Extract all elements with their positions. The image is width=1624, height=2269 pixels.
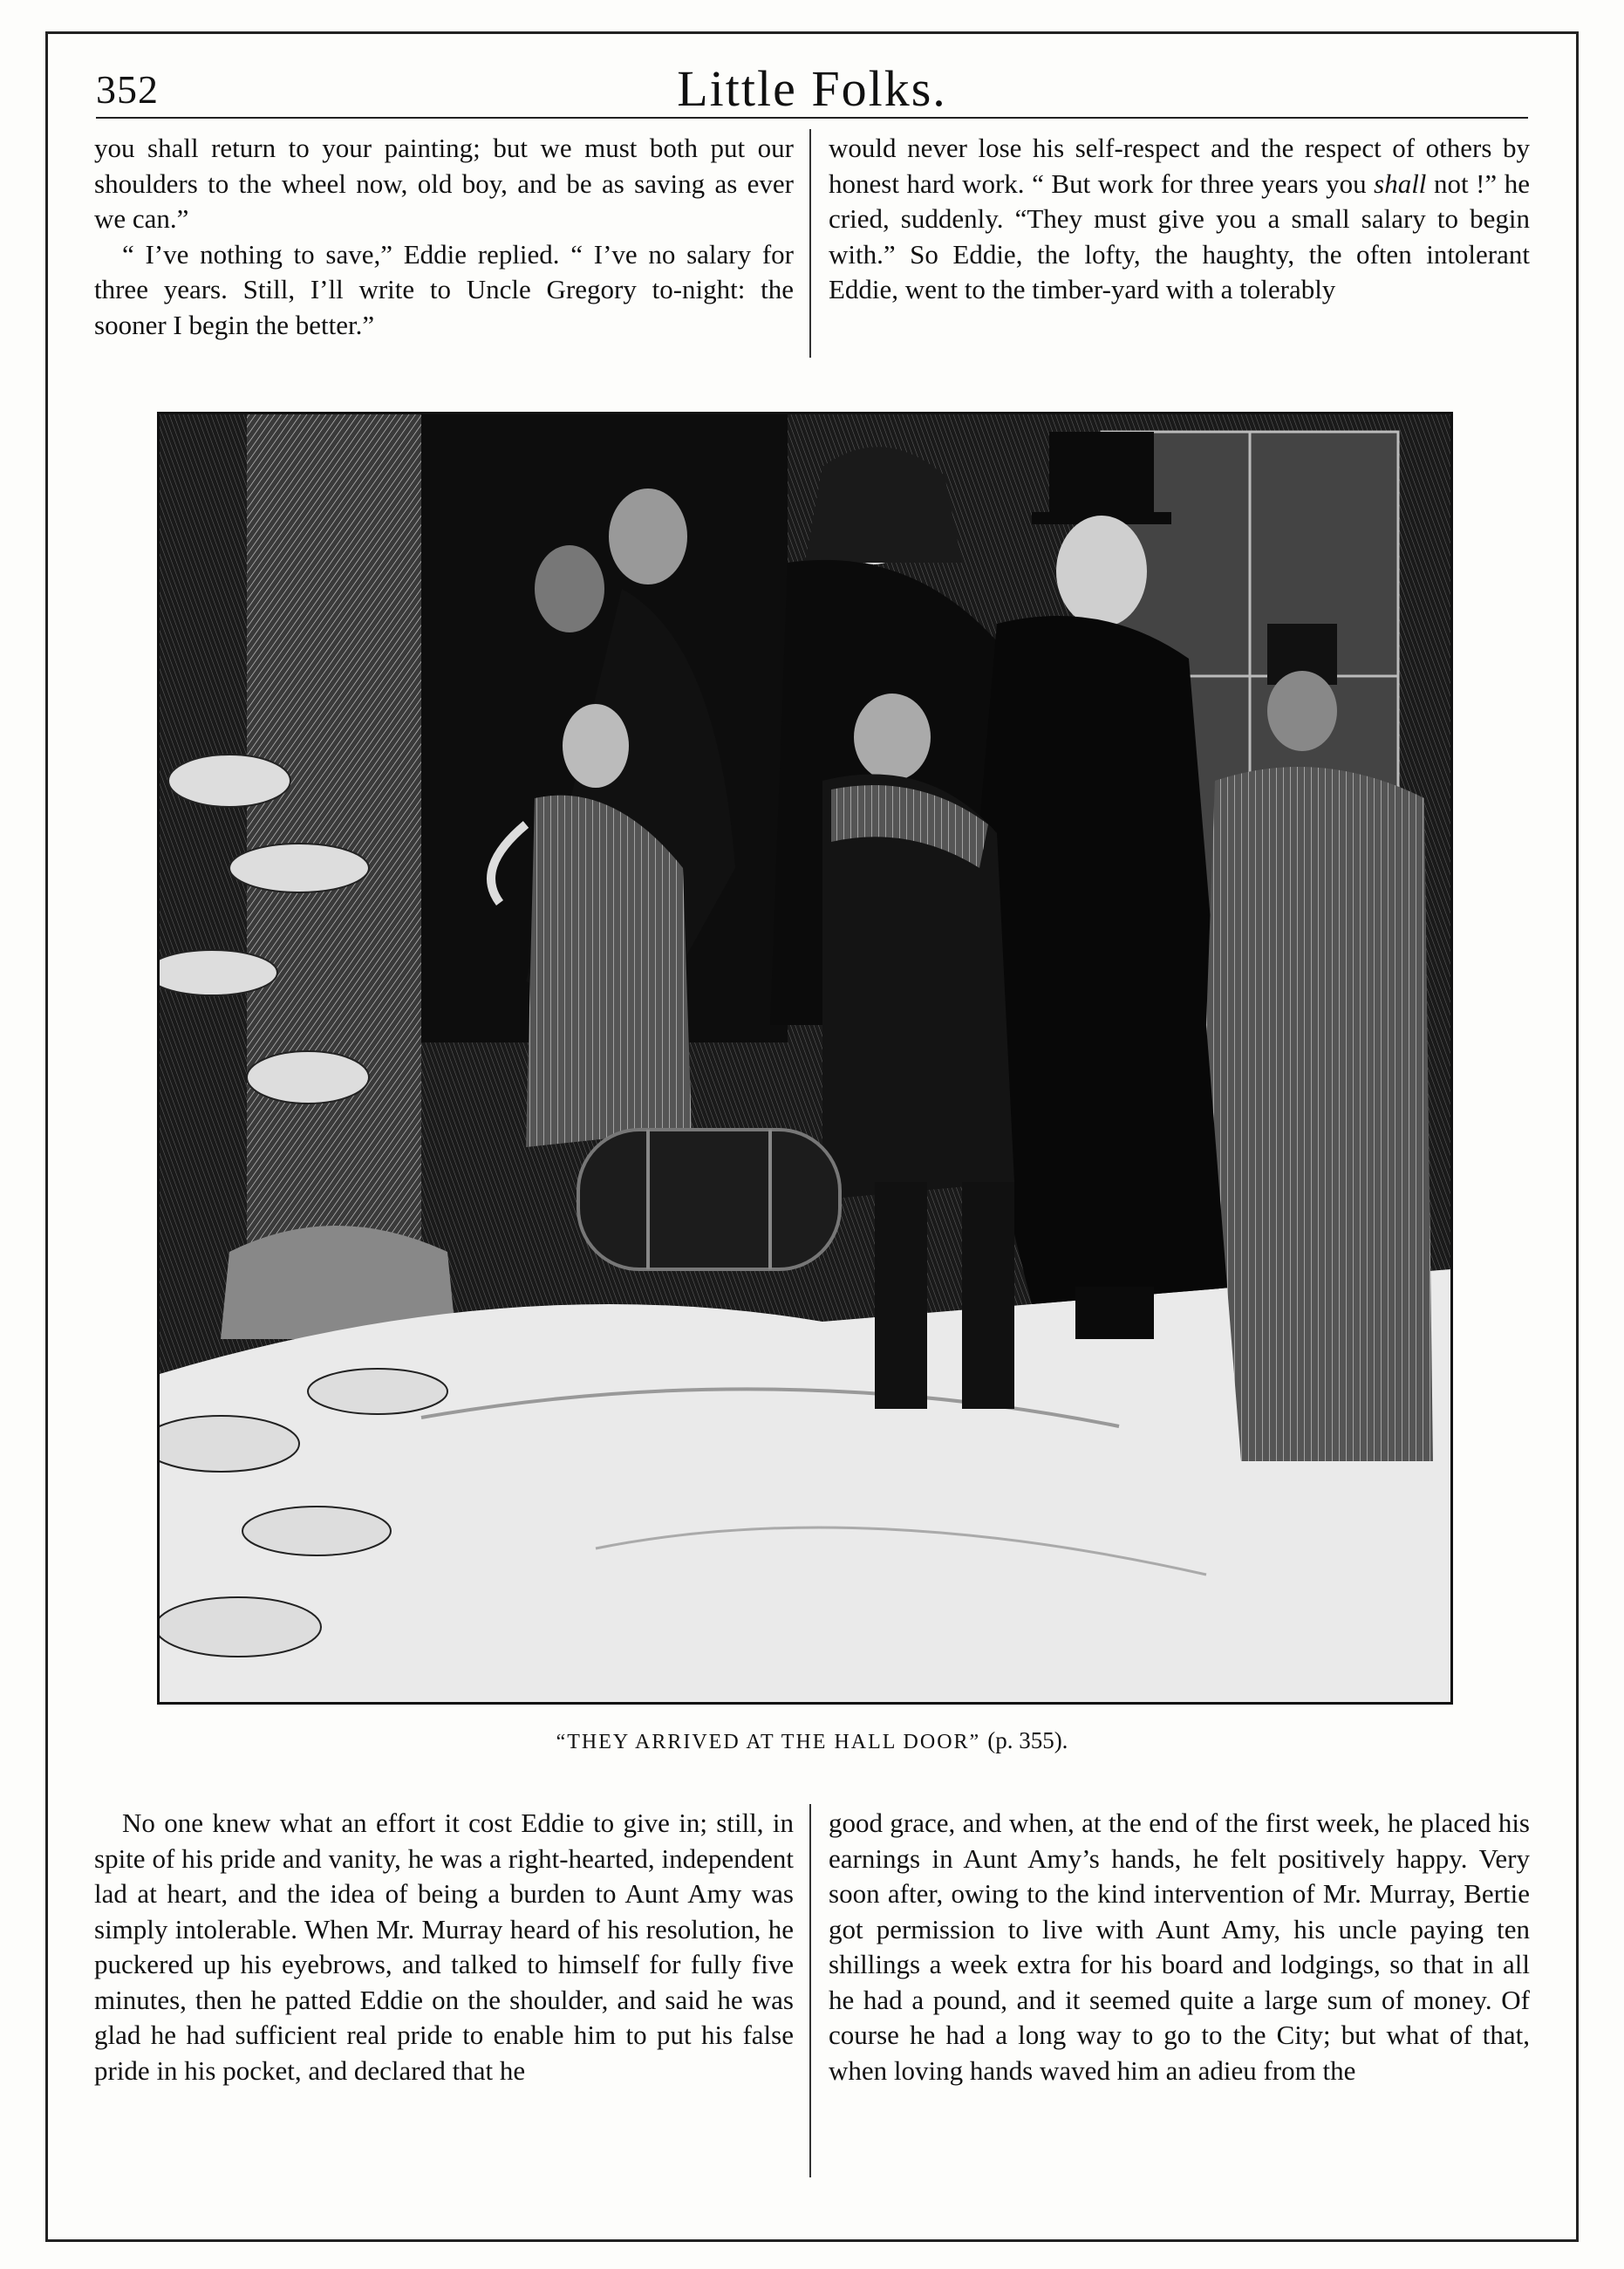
paragraph: “ I’ve nothing to save,” Eddie replied. “ I’ve no salary for three years. Still, I’ll write to Uncle Gregory to-night: the sooner I begin the better.” xyxy=(94,238,794,340)
engraving-illustration xyxy=(157,412,1453,1705)
running-title: Little Folks. xyxy=(677,60,947,117)
illustration-caption xyxy=(0,1727,1624,1754)
paragraph: No one knew what an effort it cost Eddie to give in; still, in spite of his pride and vanity, he was a right-hearted, independent lad at heart, and the idea of being a burden to Aunt Amy was simply intolerable. When Mr. Murray heard of his resolution, he puckered up his eyebrows, and talked to himself for fully five minutes, then he patted Eddie on the shoulder, and said he was glad he had sufficient real pride to enable him to put his false pride in his pocket, and declared that he xyxy=(94,1808,794,2086)
header-rule xyxy=(96,117,1528,119)
bottom-right-column xyxy=(829,1806,1530,2088)
column-divider xyxy=(809,1804,811,2177)
top-right-column xyxy=(829,131,1530,308)
engraving-drawing xyxy=(160,414,1450,1702)
page-header xyxy=(96,59,1528,120)
column-divider xyxy=(809,129,811,358)
text-run: would never lose his self-respect and the respect of others by honest hard work. “ But work for three years you xyxy=(829,133,1530,199)
paragraph xyxy=(829,131,1530,308)
caption-page-reference: (p. 355). xyxy=(987,1727,1068,1753)
top-left-column xyxy=(94,131,794,343)
paragraph: you shall return to your painting; but we must both put our shoulders to the wheel now, old boy, and be as saving as ever we can.” xyxy=(94,133,794,234)
emphasis-text: shall xyxy=(1374,167,1427,199)
caption-text: “THEY ARRIVED AT THE HALL DOOR” xyxy=(556,1731,981,1753)
text-run: not !” he cried, suddenly. “They must give you a small salary to begin with.” So Eddie, the lofty, the haughty, the often intolerant Eddie, went to the timber-yard with a tolerably xyxy=(829,167,1530,304)
page-number: 352 xyxy=(96,67,159,112)
paragraph: good grace, and when, at the end of the first week, he placed his earnings in Aunt Amy’s hands, he felt positively happy. Very soon after, owing to the kind intervention of Mr. Murray, Bertie got permission to live with Aunt Amy, his uncle paying ten shillings a week extra for his board and lodgings, so that in all he had a pound, and it seemed quite a large sum of money. Of course he had a long way to go to the City; but what of that, when loving hands waved him an adieu from the xyxy=(829,1808,1530,2086)
bottom-left-column xyxy=(94,1806,794,2088)
